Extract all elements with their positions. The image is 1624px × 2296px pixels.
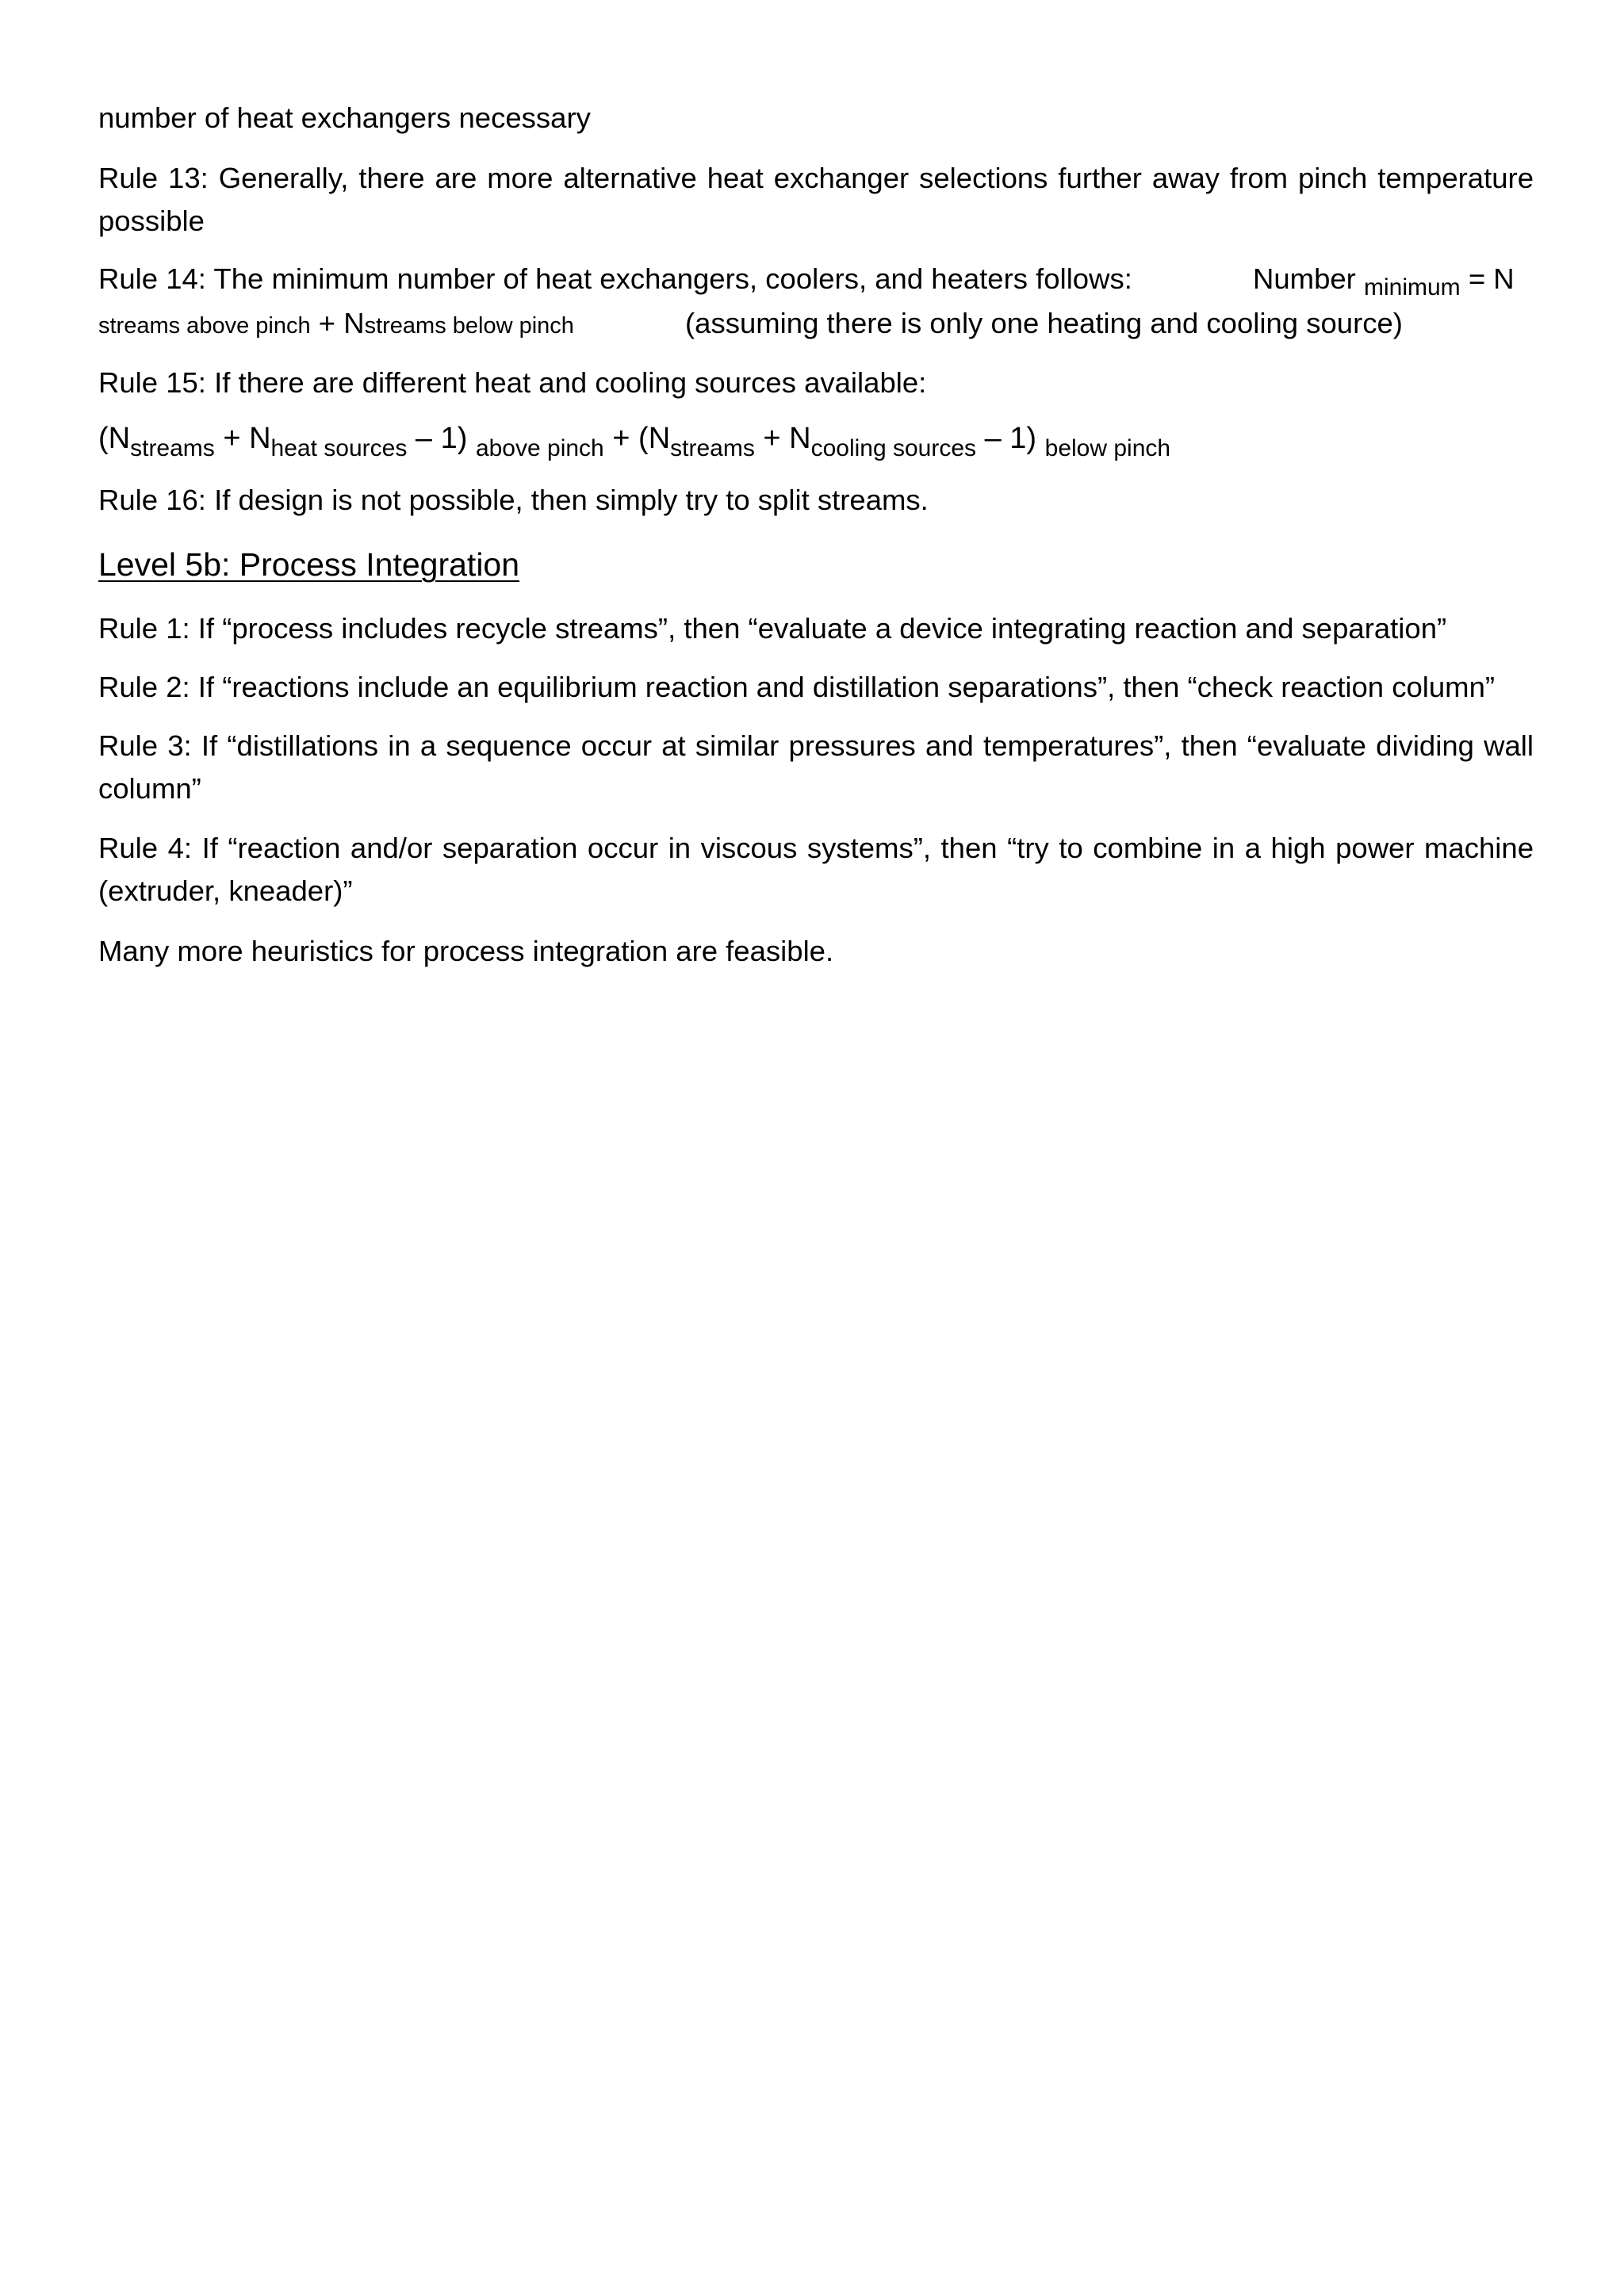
rule-15-formula (98, 417, 1170, 462)
formula-minus-one: – 1) (407, 422, 468, 455)
formula-sub-above-pinch: above pinch (475, 435, 604, 461)
plus-n: + N (318, 307, 365, 339)
integration-rule-4: Rule 4: If “reaction and/or separation occur in viscous systems”, then “try to combine in a high power machine (extruder, kneader)” (98, 832, 1534, 907)
formula-sub-streams-2: streams (670, 435, 755, 461)
formula-sub-below-pinch: below pinch (1044, 435, 1171, 461)
formula-sub-streams: streams (130, 435, 215, 461)
section-heading: Level 5b: Process Integration (98, 546, 520, 583)
continuation-line: number of heat exchangers necessary (98, 101, 591, 134)
formula-plus-n: + N (214, 422, 271, 455)
rule-15: Rule 15: If there are different heat and cooling sources available: (98, 366, 927, 399)
formula-open-n: (N (98, 422, 131, 455)
formula-sub-heat-sources: heat sources (270, 435, 408, 461)
rule-14-text: Rule 14: The minimum number of heat exchangers, coolers, and heaters follows: (98, 262, 1132, 295)
formula-plus-open-n: + (N (603, 422, 671, 455)
rule-16: Rule 16: If design is not possible, then simply try to split streams. (98, 484, 929, 516)
equals-n: = N (1468, 262, 1515, 295)
rule-14-number-label (1253, 258, 1515, 303)
streams-below-pinch-subscript: streams below pinch (364, 313, 574, 339)
minimum-subscript: minimum (1363, 274, 1461, 300)
formula-sub-cooling-sources: cooling sources (810, 435, 977, 461)
formula-minus-one-2: – 1) (976, 422, 1037, 455)
streams-above-pinch-subscript: streams above pinch (98, 313, 311, 339)
closing-sentence: Many more heuristics for process integration are feasible. (98, 935, 834, 967)
rule-14-formula-line (98, 302, 574, 347)
integration-rule-3: Rule 3: If “distillations in a sequence occur at similar pressures and temperatures”, then “evaluate dividing wall column” (98, 729, 1534, 805)
rule-14-note: (assuming there is only one heating and cooling source) (685, 307, 1403, 339)
integration-rule-2: Rule 2: If “reactions include an equilibrium reaction and distillation separations”, then “check reaction column” (98, 671, 1496, 703)
integration-rule-1: Rule 1: If “process includes recycle streams”, then “evaluate a device integrating reaction and separation” (98, 612, 1447, 645)
rule-13: Rule 13: Generally, there are more alternative heat exchanger selections further away from pinch temperature possible (98, 162, 1534, 237)
number-word: Number (1253, 262, 1356, 295)
rule-14 (98, 258, 1534, 345)
formula-plus-n-2: + N (754, 422, 811, 455)
